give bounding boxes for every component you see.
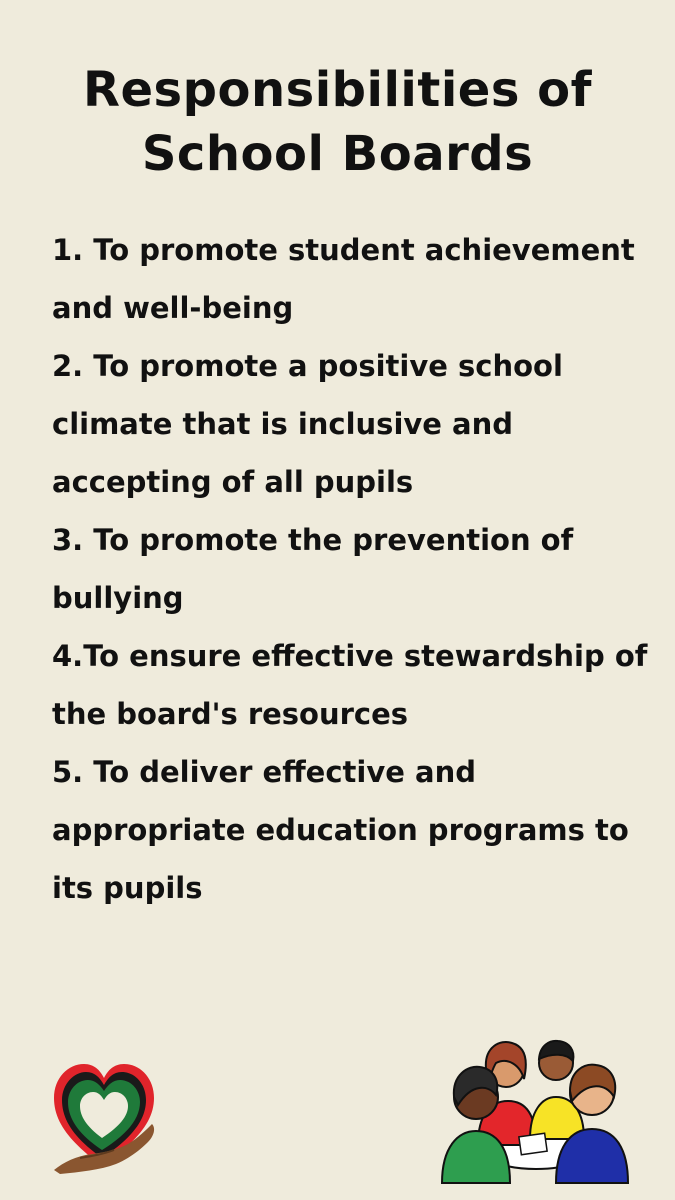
title-line-2: School Boards [141,126,534,182]
page-title [0,58,675,186]
list-item: 4.To ensure effective stewardship of the board's resources [52,639,648,731]
list-item: 2. To promote a positive school climate that is inclusive and accepting of all pupils [52,349,563,499]
title-line-1: Responsibilities of [83,62,592,118]
responsibilities-list [52,221,652,917]
list-item: 1. To promote student achievement and well-being [52,233,635,325]
heart-hand-logo-icon [50,1058,158,1176]
list-item: 5. To deliver effective and appropriate education programs to its pupils [52,755,629,905]
list-item: 3. To promote the prevention of bullying [52,523,574,615]
students-group-icon [438,1035,633,1185]
